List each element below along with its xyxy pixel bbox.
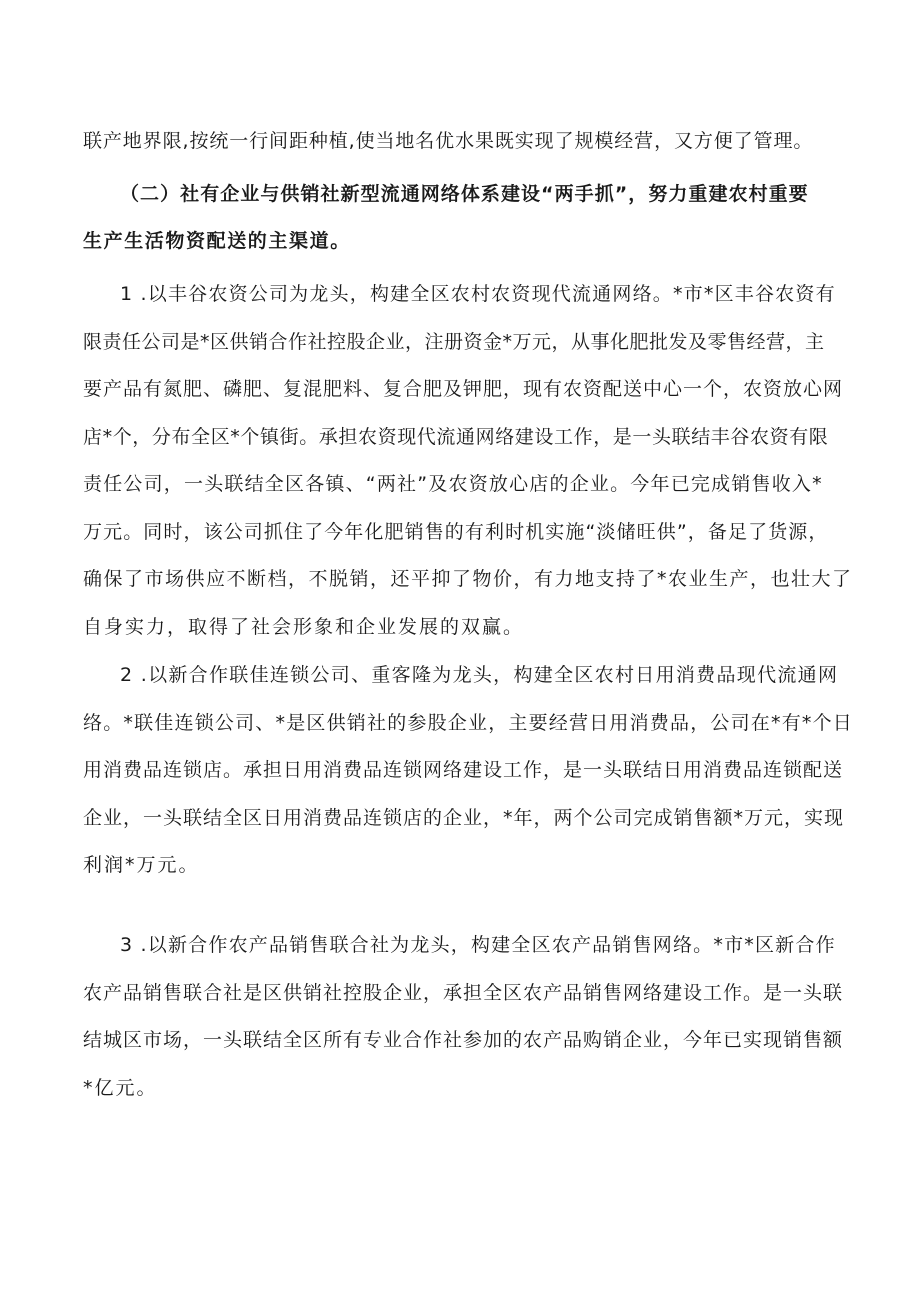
paragraph-2-line-3: 用消费品连锁店。承担日用消费品连锁网络建设工作，是一头联结日用消费品连锁配送 <box>83 759 844 781</box>
body-line-continuation: 联产地界限,按统一行间距种植,使当地名优水果既实现了规模经营，又方便了管理。 <box>83 130 814 152</box>
paragraph-3-line-2: 农产品销售联合社是区供销社控股企业，承担全区农产品销售网络建设工作。是一头联 <box>83 982 844 1004</box>
paragraph-1-line-1: 1 .以丰谷农资公司为龙头，构建全区农村农资现代流通网络。*市*区丰谷农资有 <box>120 283 836 305</box>
paragraph-1-line-4: 店*个，分布全区*个镇街。承担农资现代流通网络建设工作，是一头联结丰谷农资有限 <box>83 426 829 448</box>
section-heading-line-2: 生产生活物资配送的主渠道。 <box>83 230 351 252</box>
paragraph-2-line-5: 利润*万元。 <box>83 854 200 876</box>
paragraph-1-line-5: 责任公司，一头联结全区各镇、“两社”及农资放心店的企业。今年已完成销售收入* <box>83 473 823 495</box>
paragraph-1-line-7: 确保了市场供应不断档，不脱销，还平抑了物价，有力地支持了*农业生产，也壮大了 <box>83 568 853 590</box>
paragraph-1-line-8: 自身实力，取得了社会形象和企业发展的双赢。 <box>83 616 525 638</box>
paragraph-2-line-2: 络。*联佳连锁公司、*是区供销社的参股企业，主要经营日用消费品，公司在*有*个日 <box>83 712 854 734</box>
paragraph-3-line-1: 3 .以新合作农产品销售联合社为龙头，构建全区农产品销售网络。*市*区新合作 <box>120 934 836 956</box>
section-heading-line-1: （二）社有企业与供销社新型流通网络体系建设“两手抓”，努力重建农村重要 <box>120 183 809 205</box>
paragraph-3-line-4: *亿元。 <box>83 1077 158 1099</box>
paragraph-1-line-3: 要产品有氮肥、磷肥、复混肥料、复合肥及钾肥，现有农资配送中心一个，农资放心网 <box>83 378 844 400</box>
paragraph-3-line-3: 结城区市场，一头联结全区所有专业合作社参加的农产品购销企业，今年已实现销售额 <box>83 1029 844 1051</box>
paragraph-2-line-1: 2 .以新合作联佳连锁公司、重客隆为龙头，构建全区农村日用消费品现代流通网 <box>120 664 839 686</box>
paragraph-1-line-2: 限责任公司是*区供销合作社控股企业，注册资金*万元，从事化肥批发及零售经营，主 <box>83 331 825 353</box>
paragraph-1-line-6: 万元。同时，该公司抓住了今年化肥销售的有利时机实施“淡储旺供”，备足了货源， <box>83 521 829 543</box>
paragraph-2-line-4: 企业，一头联结全区日用消费品连锁店的企业，*年，两个公司完成销售额*万元，实现 <box>83 807 845 829</box>
